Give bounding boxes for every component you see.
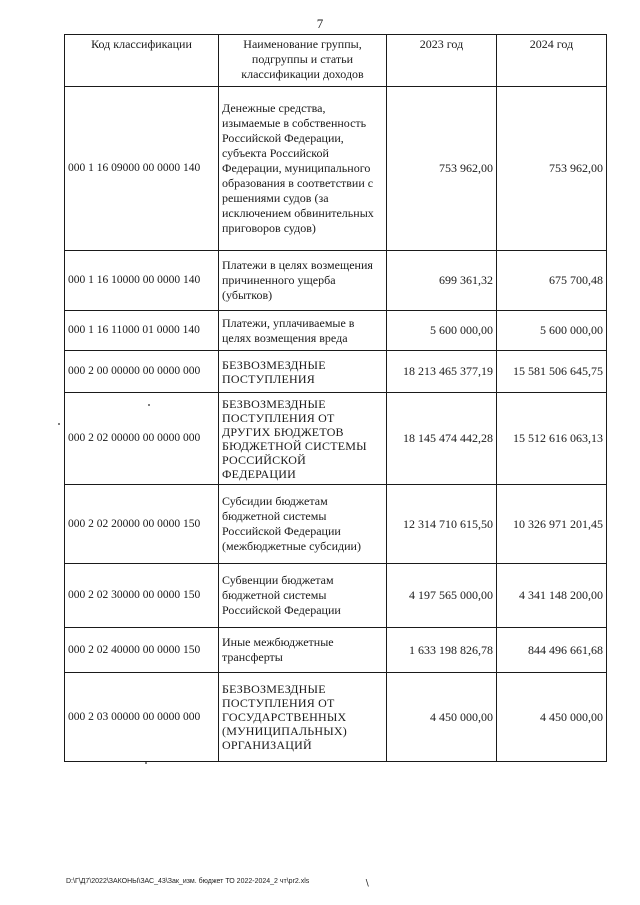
row-name: Платежи в целях возмещения причиненного ущерба (убытков): [219, 251, 387, 311]
row-name: БЕЗВОЗМЕЗДНЫЕ ПОСТУПЛЕНИЯ: [219, 351, 387, 393]
table-row: [65, 393, 607, 485]
table-row: [65, 673, 607, 762]
row-code: 000 2 02 00000 00 0000 000: [65, 393, 219, 485]
row-value-2023: 18 145 474 442,28: [387, 393, 497, 485]
table-row: [65, 564, 607, 628]
row-value-2024: 15 581 506 645,75: [497, 351, 607, 393]
header-year-2023: 2023 год: [387, 35, 497, 87]
scan-speck: [148, 404, 150, 406]
page-number: 7: [316, 16, 324, 31]
row-name: Субвенции бюджетам бюджетной системы Российской Федерации: [219, 564, 387, 628]
table-row: [65, 351, 607, 393]
scan-speck: [58, 423, 60, 425]
row-code: 000 2 02 20000 00 0000 150: [65, 485, 219, 564]
table-row: [65, 311, 607, 351]
table-row: [65, 628, 607, 673]
pen-mark: ∖: [364, 878, 370, 888]
row-name: БЕЗВОЗМЕЗДНЫЕ ПОСТУПЛЕНИЯ ОТ ДРУГИХ БЮДЖЕТОВ БЮДЖЕТНОЙ СИСТЕМЫ РОССИЙСКОЙ ФЕДЕРАЦИИ: [219, 393, 387, 485]
scan-speck: [145, 762, 147, 764]
row-value-2024: 844 496 661,68: [497, 628, 607, 673]
row-value-2024: 753 962,00: [497, 87, 607, 251]
row-code: 000 1 16 10000 00 0000 140: [65, 251, 219, 311]
row-code: 000 2 02 30000 00 0000 150: [65, 564, 219, 628]
row-value-2023: 753 962,00: [387, 87, 497, 251]
row-code: 000 1 16 09000 00 0000 140: [65, 87, 219, 251]
row-value-2024: 5 600 000,00: [497, 311, 607, 351]
row-name: БЕЗВОЗМЕЗДНЫЕ ПОСТУПЛЕНИЯ ОТ ГОСУДАРСТВЕННЫХ (МУНИЦИПАЛЬНЫХ) ОРГАНИЗАЦИЙ: [219, 673, 387, 762]
row-value-2023: 4 197 565 000,00: [387, 564, 497, 628]
row-name: Денежные средства, изымаемые в собственность Российской Федерации, субъекта Российской Федерации, муниципального образования в соответствии с решениями судов (за исключением обвинительных приговоров судов): [219, 87, 387, 251]
row-name: Субсидии бюджетам бюджетной системы Российской Федерации (межбюджетные субсидии): [219, 485, 387, 564]
row-name: Платежи, уплачиваемые в целях возмещения вреда: [219, 311, 387, 351]
row-code: 000 1 16 11000 01 0000 140: [65, 311, 219, 351]
header-year-2024: 2024 год: [497, 35, 607, 87]
row-value-2024: 4 341 148 200,00: [497, 564, 607, 628]
row-value-2024: 15 512 616 063,13: [497, 393, 607, 485]
row-value-2024: 675 700,48: [497, 251, 607, 311]
row-value-2023: 699 361,32: [387, 251, 497, 311]
revenue-classification-table: [64, 34, 607, 762]
row-value-2023: 12 314 710 615,50: [387, 485, 497, 564]
row-code: 000 2 02 40000 00 0000 150: [65, 628, 219, 673]
row-value-2024: 4 450 000,00: [497, 673, 607, 762]
row-name: Иные межбюджетные трансферты: [219, 628, 387, 673]
table-row: [65, 87, 607, 251]
file-path-footer: D:\Г\Д7\2022\ЗАКОНЫ\ЗАС_43\Зак_изм. бюджет ТО 2022-2024_2 чт\pr2.xls: [66, 878, 310, 885]
row-value-2023: 4 450 000,00: [387, 673, 497, 762]
row-value-2023: 5 600 000,00: [387, 311, 497, 351]
row-code: 000 2 03 00000 00 0000 000: [65, 673, 219, 762]
row-code: 000 2 00 00000 00 0000 000: [65, 351, 219, 393]
row-value-2023: 18 213 465 377,19: [387, 351, 497, 393]
row-value-2023: 1 633 198 826,78: [387, 628, 497, 673]
table-row: [65, 485, 607, 564]
header-code: Код классификации: [65, 35, 219, 87]
header-name: Наименование группы, подгруппы и статьи классификации доходов: [219, 35, 387, 87]
row-value-2024: 10 326 971 201,45: [497, 485, 607, 564]
table-header-row: [65, 35, 607, 87]
table-row: [65, 251, 607, 311]
